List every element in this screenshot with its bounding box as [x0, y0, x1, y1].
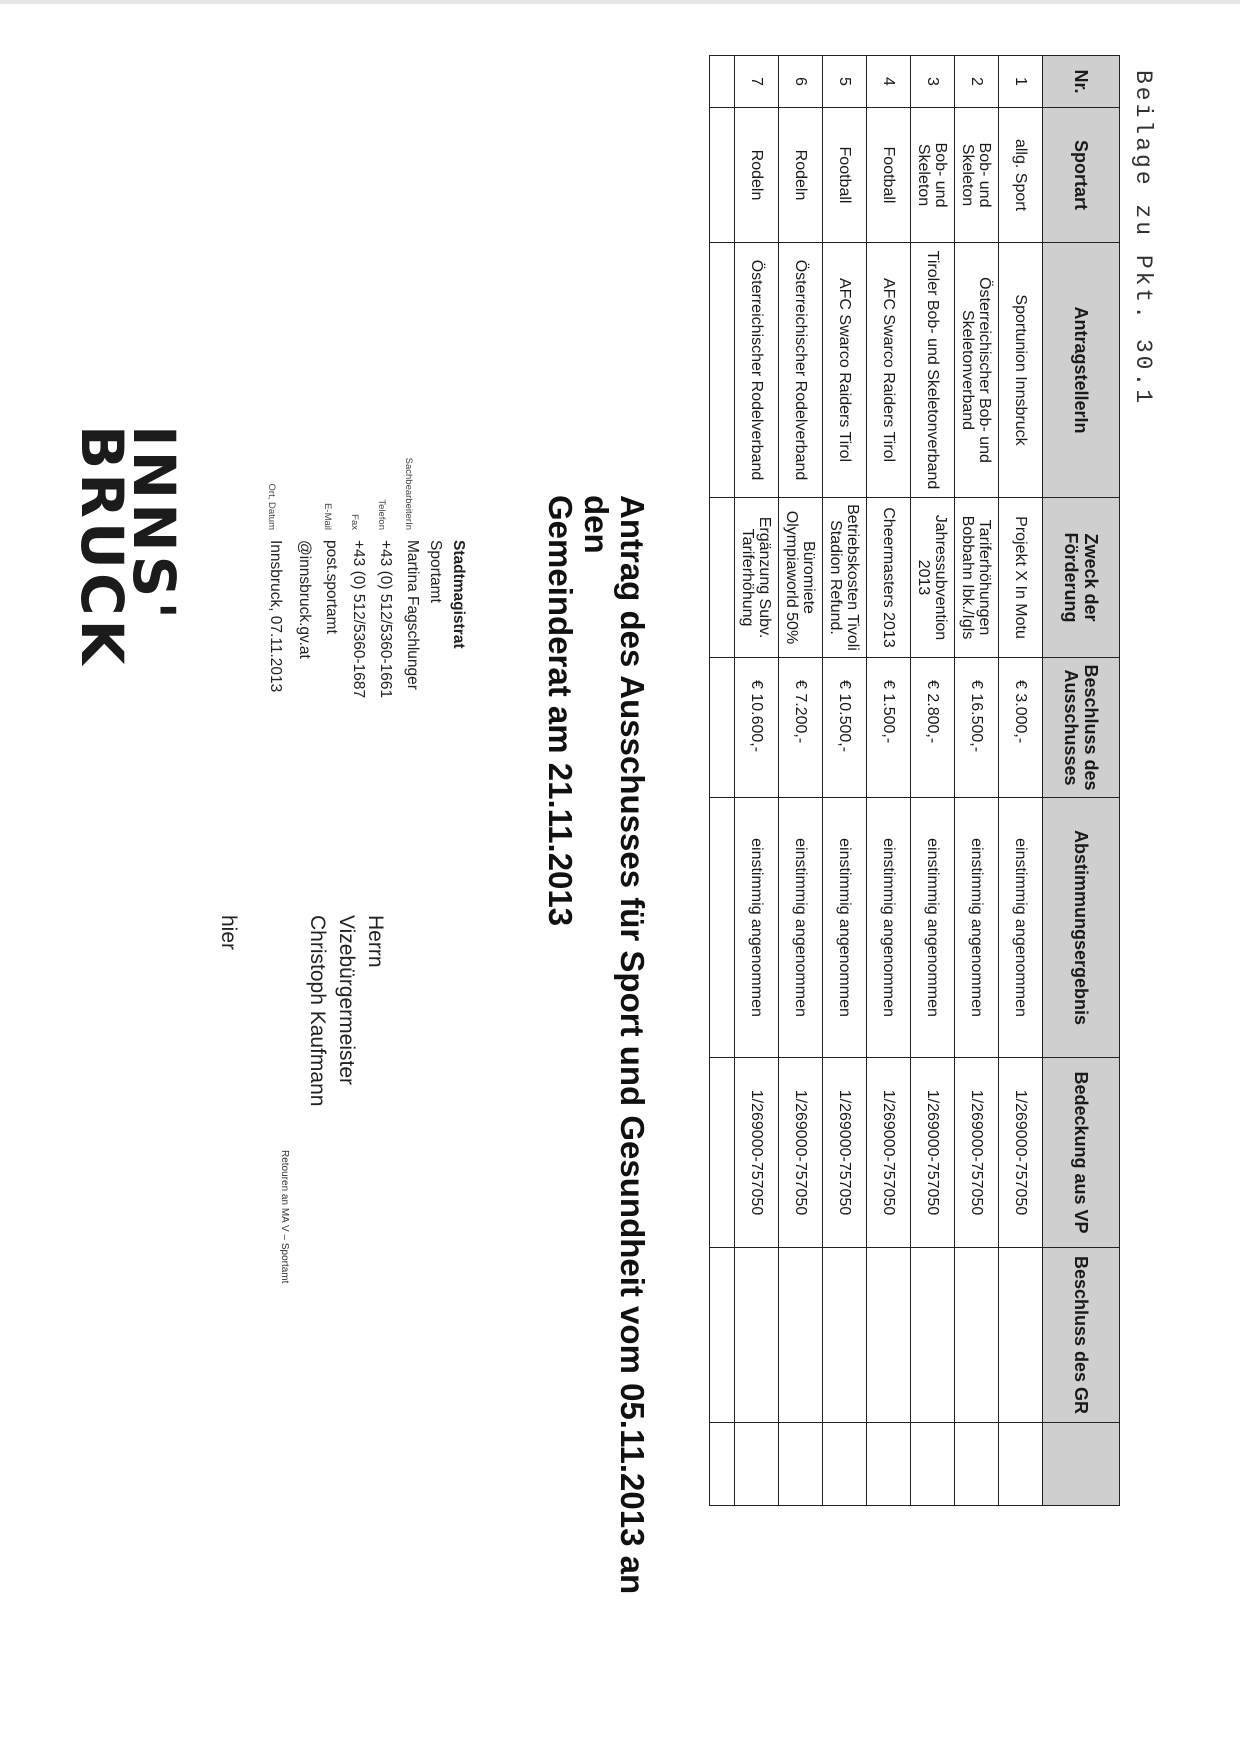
cell-extra — [955, 1423, 999, 1506]
cell-zweck: Betriebskosten Tivoli Stadion Refund. — [823, 498, 867, 658]
date-label: Ort, Datum — [266, 483, 277, 530]
amount-value: 1.500,- — [880, 693, 897, 744]
cell-bedeckung: 1/269000-757050 — [735, 1058, 779, 1248]
cell-beschluss-ausschuss — [955, 658, 999, 798]
cell-nr: 7 — [735, 56, 779, 108]
title-line-1: Antrag des Ausschusses für Sport und Gesundheit vom 05.11.2013 an den — [578, 495, 651, 1595]
cell-zweck: Büromiete Olympiaworld 50% — [779, 498, 823, 658]
cell-extra — [867, 1423, 911, 1506]
cell-extra — [911, 1423, 955, 1506]
table-row-empty — [710, 56, 735, 1506]
cell-beschluss-gr — [735, 1248, 779, 1423]
cell-nr: 6 — [779, 56, 823, 108]
email-user: post.sportamt — [323, 540, 340, 634]
fax-label: Fax — [349, 514, 360, 530]
header-extra-column — [1043, 1423, 1120, 1506]
euro-amount — [880, 680, 897, 775]
document-title — [542, 495, 650, 1615]
header-sportart: Sportart — [1043, 108, 1120, 243]
currency-sign: € — [1012, 680, 1029, 689]
cell-bedeckung: 1/269000-757050 — [999, 1058, 1043, 1248]
cell-beschluss-gr — [779, 1248, 823, 1423]
recipient-role: Vizebürgermeister — [335, 915, 358, 1086]
email-domain: @innsbruck.gv.at — [296, 540, 313, 659]
cell-nr: 3 — [911, 56, 955, 108]
office-unit: Sportamt — [427, 540, 444, 603]
cell-sportart: Rodeln — [779, 108, 823, 243]
clerk-name: Martina Fagschlunger — [404, 540, 421, 690]
currency-sign: € — [748, 680, 765, 689]
recipient-name: Christoph Kaufmann — [306, 915, 329, 1107]
fax-number: +43 (0) 512/5360-1687 — [350, 540, 367, 699]
cell-antragsteller: Sportunion Innsbruck — [999, 243, 1043, 498]
amount-value: 10.600,- — [748, 693, 765, 753]
cell-nr: 4 — [867, 56, 911, 108]
cell-abstimmung: einstimmig angenommen — [779, 798, 823, 1058]
cell-antragsteller: Tiroler Bob- und Skeletonverband — [911, 243, 955, 498]
euro-amount — [924, 680, 941, 775]
cell-zweck: Tariferhöhungen Bobbahn Ibk./Igls — [955, 498, 999, 658]
currency-sign: € — [880, 680, 897, 689]
table-row — [911, 56, 955, 1506]
table-row — [999, 56, 1043, 1506]
cell-sportart: Bob- und Skeleton — [955, 108, 999, 243]
clerk-label: SachbearbeiterIn — [403, 457, 414, 530]
cell-beschluss-ausschuss — [911, 658, 955, 798]
cell-beschluss-gr — [999, 1248, 1043, 1423]
cell-beschluss-gr — [867, 1248, 911, 1423]
recipient-salutation: Herrn — [364, 915, 387, 968]
cell-abstimmung: einstimmig angenommen — [735, 798, 779, 1058]
document-date: Innsbruck, 07.11.2013 — [267, 540, 284, 693]
header-beschluss-ausschuss: Beschluss des Ausschusses — [1043, 658, 1120, 798]
grant-table — [709, 55, 1120, 1506]
cell-zweck: Ergänzung Subv. Tariferhöhung — [735, 498, 779, 658]
currency-sign: € — [924, 680, 941, 689]
table-row — [823, 56, 867, 1506]
cell-bedeckung: 1/269000-757050 — [955, 1058, 999, 1248]
logo-line-2: BRUCK — [68, 425, 136, 669]
cell-antragsteller: Österreichischer Rodelverband — [779, 243, 823, 498]
cell-abstimmung: einstimmig angenommen — [911, 798, 955, 1058]
header-bedeckung: Bedeckung aus VP — [1043, 1058, 1120, 1248]
cell-sportart: Bob- und Skeleton — [911, 108, 955, 243]
amount-value: 16.500,- — [968, 693, 985, 753]
cell-sportart: Football — [867, 108, 911, 243]
recipient-address — [214, 915, 390, 1235]
cell-bedeckung: 1/269000-757050 — [911, 1058, 955, 1248]
cell-nr: 2 — [955, 56, 999, 108]
email-label: E-Mail — [322, 503, 333, 530]
cell-extra — [779, 1423, 823, 1506]
cell-bedeckung: 1/269000-757050 — [867, 1058, 911, 1248]
cell-zweck: Cheermasters 2013 — [867, 498, 911, 658]
phone-number: +43 (0) 512/5360-1661 — [377, 540, 394, 699]
return-address-note: Retouren an MA V – Sportamt — [279, 1150, 290, 1284]
cell-sportart: allg. Sport — [999, 108, 1043, 243]
cell-nr: 5 — [823, 56, 867, 108]
table-row — [735, 56, 779, 1506]
cell-antragsteller: Österreichischer Rodelverband — [735, 243, 779, 498]
cell-beschluss-gr — [823, 1248, 867, 1423]
amount-value: 2.800,- — [924, 693, 941, 744]
cell-bedeckung: 1/269000-757050 — [823, 1058, 867, 1248]
header-nr: Nr. — [1043, 56, 1120, 108]
title-line-2: Gemeinderat am 21.11.2013 — [542, 495, 579, 927]
cell-antragsteller: Österreichischer Bob- und Skeletonverband — [955, 243, 999, 498]
cell-beschluss-ausschuss — [735, 658, 779, 798]
cell-beschluss-ausschuss — [779, 658, 823, 798]
cell-bedeckung: 1/269000-757050 — [779, 1058, 823, 1248]
cell-beschluss-gr — [911, 1248, 955, 1423]
table-row — [779, 56, 823, 1506]
logo-line-1: INNS' — [120, 425, 188, 624]
cell-beschluss-gr — [955, 1248, 999, 1423]
innsbruck-logo — [68, 425, 188, 669]
euro-amount — [968, 680, 985, 775]
header-abstimmung: Abstimmungsergebnis — [1043, 798, 1120, 1058]
cell-sportart: Football — [823, 108, 867, 243]
euro-amount — [1012, 680, 1029, 775]
recipient-hier: hier — [217, 915, 240, 951]
euro-amount — [836, 680, 853, 775]
header-zweck: Zweck der Förderung — [1043, 498, 1120, 658]
office-contact-block — [260, 415, 470, 775]
cell-extra — [823, 1423, 867, 1506]
table-row — [867, 56, 911, 1506]
cell-abstimmung: einstimmig angenommen — [867, 798, 911, 1058]
cell-abstimmung: einstimmig angenommen — [999, 798, 1043, 1058]
office-department: Stadtmagistrat — [450, 540, 467, 649]
cell-beschluss-ausschuss — [999, 658, 1043, 798]
currency-sign: € — [968, 680, 985, 689]
cell-extra — [999, 1423, 1043, 1506]
cell-abstimmung: einstimmig angenommen — [823, 798, 867, 1058]
cell-sportart: Rodeln — [735, 108, 779, 243]
cell-zweck: Jahressubvention 2013 — [911, 498, 955, 658]
cell-beschluss-ausschuss — [867, 658, 911, 798]
currency-sign: € — [792, 680, 809, 689]
euro-amount — [748, 680, 765, 775]
header-antragsteller: AntragstellerIn — [1043, 243, 1120, 498]
euro-amount — [792, 680, 809, 775]
amount-value: 10.500,- — [836, 693, 853, 753]
header-beschluss-gr: Beschluss des GR — [1043, 1248, 1120, 1423]
table-header-row — [1043, 56, 1120, 1506]
cell-abstimmung: einstimmig angenommen — [955, 798, 999, 1058]
amount-value: 7.200,- — [792, 693, 809, 744]
amount-value: 3.000,- — [1012, 693, 1029, 744]
cell-zweck: Projekt X In Motu — [999, 498, 1043, 658]
cell-beschluss-ausschuss — [823, 658, 867, 798]
cell-nr: 1 — [999, 56, 1043, 108]
table-row — [955, 56, 999, 1506]
phone-label: Telefon — [376, 499, 387, 530]
cell-antragsteller: AFC Swarco Raiders Tirol — [867, 243, 911, 498]
cell-extra — [735, 1423, 779, 1506]
cell-antragsteller: AFC Swarco Raiders Tirol — [823, 243, 867, 498]
attachment-stamp: Beilage zu Pkt. 30.1 — [1130, 70, 1156, 407]
currency-sign: € — [836, 680, 853, 689]
